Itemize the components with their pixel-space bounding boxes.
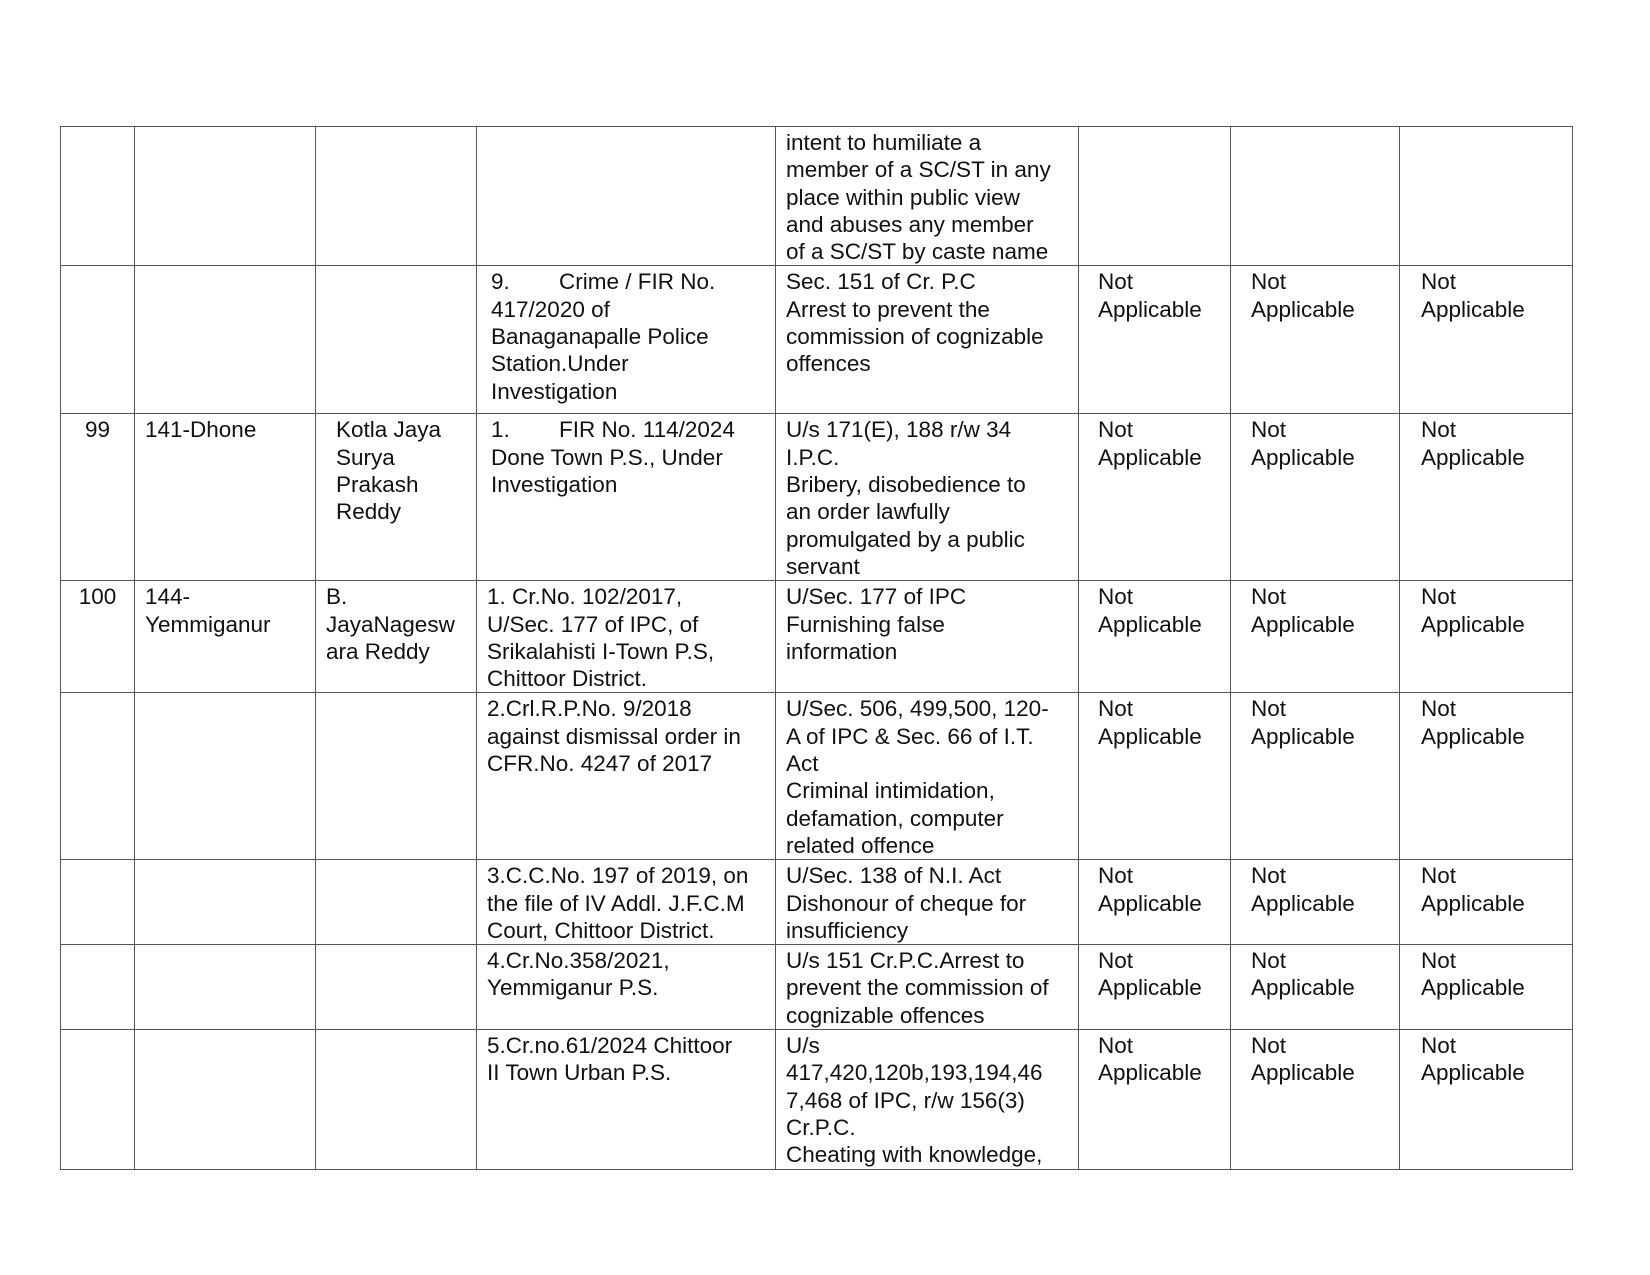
serial-number: 99 (84, 417, 111, 443)
text-line: Applicable (1251, 1060, 1355, 1086)
text-line: related offence (786, 832, 935, 858)
candidate-name-cell (316, 127, 477, 266)
text-line: Sec. 151 of Cr. P.C (786, 269, 976, 295)
candidate-name-cell (316, 266, 477, 414)
text-line: Station.Under (491, 351, 629, 377)
case-details-cell (477, 581, 776, 693)
serial-number-cell (61, 266, 135, 414)
applicability-cell (1079, 945, 1231, 1030)
text-line: of a SC/ST by caste name (786, 239, 1049, 265)
candidate-name-cell (316, 581, 477, 693)
text-line: insufficiency (786, 917, 909, 943)
text-line: Applicable (1098, 296, 1202, 322)
text-line: Not (1251, 417, 1287, 443)
text-line: U/Sec. 506, 499,500, 120- (786, 696, 1049, 722)
case-details-cell (477, 266, 776, 414)
serial-number: 100 (78, 584, 117, 610)
text-line: B. (326, 584, 348, 610)
text-line: Not (1098, 948, 1134, 974)
serial-number-cell (61, 860, 135, 945)
table-row (61, 581, 1573, 693)
text-line: Not (1098, 584, 1134, 610)
criminal-cases-table (60, 126, 1573, 1170)
candidate-name-cell (316, 414, 477, 581)
serial-number-cell (61, 581, 135, 693)
text-line: information (786, 638, 898, 664)
applicability-cell (1079, 127, 1231, 266)
text-line: Applicable (1098, 723, 1202, 749)
text-line: Arrest to prevent the (786, 296, 990, 322)
text-line: Yemmiganur (145, 611, 271, 637)
applicability-cell (1231, 945, 1400, 1030)
text-line: Prakash (336, 472, 419, 498)
text-line: Applicable (1421, 296, 1525, 322)
text-line: intent to humiliate a (786, 130, 982, 155)
applicability-cell (1400, 581, 1573, 693)
applicability-cell (1231, 860, 1400, 945)
text-line: Not (1421, 1033, 1457, 1059)
text-line: I.P.C. (786, 444, 840, 470)
applicability-cell (1231, 266, 1400, 414)
text-line: Not (1421, 584, 1457, 610)
offence-cell (776, 581, 1079, 693)
text-line: 1. Cr.No. 102/2017, (487, 584, 683, 610)
text-line: Applicable (1251, 611, 1355, 637)
text-line: Applicable (1098, 1060, 1202, 1086)
constituency-cell (135, 945, 316, 1030)
text-line: servant (786, 553, 860, 579)
text-line: Applicable (1421, 890, 1525, 916)
table-row (61, 1030, 1573, 1169)
text-line: Act (786, 751, 819, 777)
constituency-cell (135, 581, 316, 693)
offence-cell (776, 266, 1079, 414)
text-line: Banaganapalle Police (491, 324, 709, 350)
text-line: Applicable (1098, 890, 1202, 916)
text-line: Bribery, disobedience to (786, 472, 1026, 498)
text-line: Applicable (1098, 975, 1202, 1001)
offence-cell (776, 693, 1079, 860)
constituency-cell (135, 693, 316, 860)
text-line: 417,420,120b,193,194,46 (786, 1060, 1043, 1086)
case-details-cell (477, 127, 776, 266)
text-line: prevent the commission of (786, 975, 1049, 1001)
text-line: U/Sec. 177 of IPC, of (487, 611, 699, 637)
text-line: Investigation (491, 472, 618, 498)
constituency-cell (135, 860, 316, 945)
text-line: Not (1251, 269, 1287, 295)
applicability-cell (1079, 414, 1231, 581)
text-line: Not (1421, 863, 1457, 889)
text-line: and abuses any member (786, 211, 1034, 237)
text-line: Cheating with knowledge, (786, 1142, 1043, 1168)
text-line: Applicable (1251, 975, 1355, 1001)
text-line: 3.C.C.No. 197 of 2019, on (487, 863, 749, 889)
applicability-cell (1400, 127, 1573, 266)
serial-number-cell (61, 693, 135, 860)
applicability-cell (1231, 127, 1400, 266)
text-line: Applicable (1421, 611, 1525, 637)
applicability-cell (1231, 1030, 1400, 1169)
table-row (61, 945, 1573, 1030)
text-line: Not (1251, 584, 1287, 610)
candidate-name-cell (316, 945, 477, 1030)
text-line: place within public view (786, 184, 1020, 210)
text-line: Not (1421, 269, 1457, 295)
text-line: Not (1098, 696, 1134, 722)
text-line: Yemmiganur P.S. (487, 975, 659, 1001)
text-line: Applicable (1251, 890, 1355, 916)
applicability-cell (1079, 266, 1231, 414)
text-line: cognizable offences (786, 1002, 985, 1028)
text-line: Done Town P.S., Under (491, 444, 723, 470)
text-line: the file of IV Addl. J.F.C.M (487, 890, 745, 916)
offence-cell (776, 860, 1079, 945)
offence-cell (776, 414, 1079, 581)
text-line: Applicable (1098, 611, 1202, 637)
text-line: Applicable (1421, 723, 1525, 749)
constituency-cell (135, 266, 316, 414)
case-details-cell (477, 693, 776, 860)
text-line: 144- (145, 584, 191, 610)
text-line: 417/2020 of (491, 296, 610, 322)
constituency-cell (135, 414, 316, 581)
serial-number-cell (61, 127, 135, 266)
text-line: Surya (336, 444, 395, 470)
text-line: Applicable (1421, 975, 1525, 1001)
text-line: 1. FIR No. 114/2024 (491, 417, 735, 443)
text-line: II Town Urban P.S. (487, 1060, 672, 1086)
applicability-cell (1231, 693, 1400, 860)
text-line: Not (1251, 1033, 1287, 1059)
applicability-cell (1231, 414, 1400, 581)
text-line: Not (1251, 948, 1287, 974)
text-line: Not (1421, 417, 1457, 443)
case-details-cell (477, 1030, 776, 1169)
text-line: 4.Cr.No.358/2021, (487, 948, 670, 974)
text-line: defamation, computer (786, 805, 1004, 831)
case-details-cell (477, 945, 776, 1030)
text-line: 5.Cr.no.61/2024 Chittoor (487, 1033, 733, 1059)
applicability-cell (1079, 693, 1231, 860)
offence-cell (776, 945, 1079, 1030)
text-line: Not (1098, 1033, 1134, 1059)
text-line: Applicable (1251, 296, 1355, 322)
candidate-name-cell (316, 693, 477, 860)
offence-cell (776, 127, 1079, 266)
table-row (61, 127, 1573, 266)
text-line: Applicable (1421, 444, 1525, 470)
constituency-cell (135, 127, 316, 266)
text-line: CFR.No. 4247 of 2017 (487, 751, 713, 777)
text-line: Not (1098, 863, 1134, 889)
text-line: U/Sec. 177 of IPC (786, 584, 967, 610)
text-line: Not (1251, 863, 1287, 889)
applicability-cell (1079, 1030, 1231, 1169)
text-line: 141-Dhone (145, 417, 257, 443)
text-line: ara Reddy (326, 638, 430, 664)
text-line: commission of cognizable (786, 324, 1044, 350)
text-line: 7,468 of IPC, r/w 156(3) (786, 1087, 1025, 1113)
text-line: Chittoor District. (487, 666, 648, 692)
table-row (61, 693, 1573, 860)
case-details-cell (477, 860, 776, 945)
serial-number-cell (61, 414, 135, 581)
text-line: Applicable (1098, 444, 1202, 470)
text-line: Srikalahisti I-Town P.S, (487, 638, 715, 664)
text-line: Not (1421, 948, 1457, 974)
text-line: Investigation (491, 378, 618, 404)
candidate-name-cell (316, 860, 477, 945)
table-row (61, 266, 1573, 414)
text-line: Applicable (1421, 1060, 1525, 1086)
text-line: against dismissal order in (487, 723, 741, 749)
applicability-cell (1079, 581, 1231, 693)
serial-number-cell (61, 945, 135, 1030)
text-line: 2.Crl.R.P.No. 9/2018 (487, 696, 692, 722)
text-line: Kotla Jaya (336, 417, 442, 443)
applicability-cell (1400, 1030, 1573, 1169)
text-line: Dishonour of cheque for (786, 890, 1027, 916)
text-line: offences (786, 351, 871, 377)
offence-cell (776, 1030, 1079, 1169)
applicability-cell (1400, 693, 1573, 860)
text-line: A of IPC & Sec. 66 of I.T. (786, 723, 1034, 749)
constituency-cell (135, 1030, 316, 1169)
table-row (61, 860, 1573, 945)
text-line: Applicable (1251, 723, 1355, 749)
text-line: Criminal intimidation, (786, 778, 995, 804)
table-row (61, 414, 1573, 581)
applicability-cell (1400, 266, 1573, 414)
candidate-name-cell (316, 1030, 477, 1169)
text-line: Not (1098, 417, 1134, 443)
text-line: member of a SC/ST in any (786, 157, 1051, 183)
applicability-cell (1231, 581, 1400, 693)
text-line: U/s 171(E), 188 r/w 34 (786, 417, 1012, 443)
text-line: an order lawfully (786, 499, 950, 525)
text-line: U/Sec. 138 of N.I. Act (786, 863, 1002, 889)
applicability-cell (1400, 860, 1573, 945)
serial-number-cell (61, 1030, 135, 1169)
text-line: JayaNagesw (326, 611, 455, 637)
text-line: Applicable (1251, 444, 1355, 470)
text-line: Not (1098, 269, 1134, 295)
text-line: promulgated by a public (786, 526, 1025, 552)
text-line: U/s 151 Cr.P.C.Arrest to (786, 948, 1025, 974)
text-line: U/s (786, 1033, 820, 1059)
text-line: Not (1251, 696, 1287, 722)
applicability-cell (1400, 414, 1573, 581)
text-line: Cr.P.C. (786, 1114, 856, 1140)
applicability-cell (1079, 860, 1231, 945)
case-details-cell (477, 414, 776, 581)
text-line: Court, Chittoor District. (487, 917, 715, 943)
text-line: Furnishing false (786, 611, 945, 637)
text-line: Not (1421, 696, 1457, 722)
text-line: Reddy (336, 499, 402, 525)
text-line: 9. Crime / FIR No. (491, 269, 716, 295)
applicability-cell (1400, 945, 1573, 1030)
